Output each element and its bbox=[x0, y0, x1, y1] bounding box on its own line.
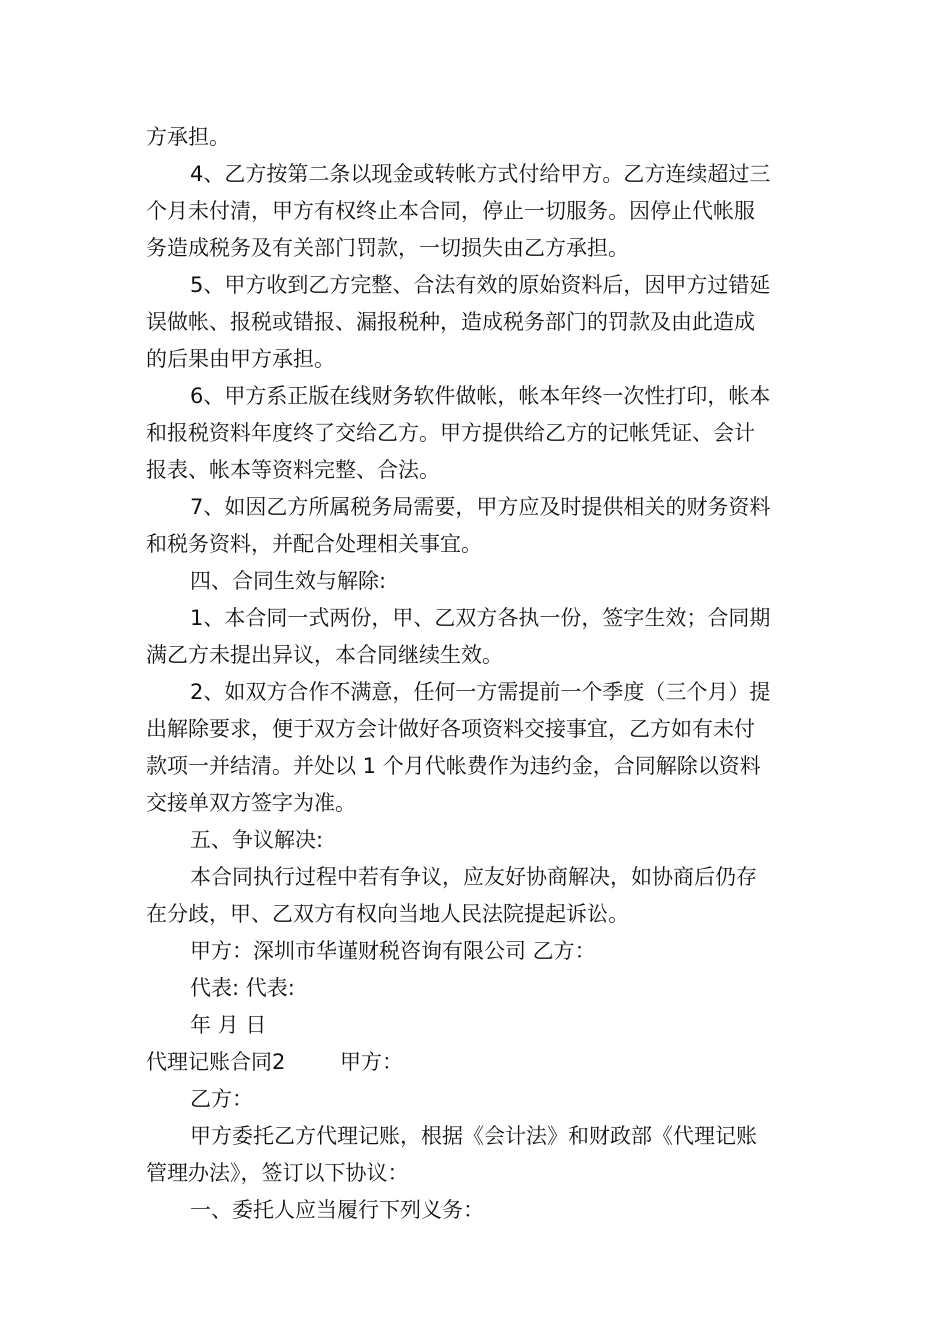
contract-2-party-b: 乙方： bbox=[190, 1087, 253, 1111]
text-line: 1、本合同一式两份，甲、乙双方各执一份，签字生效；合同期 bbox=[190, 606, 771, 630]
text-line: 满乙方未提出异议，本合同继续生效。 bbox=[146, 643, 503, 667]
text-line: 个月未付清，甲方有权终止本合同，停止一切服务。因停止代帐服 bbox=[146, 199, 755, 223]
text-line: 管理办法》，签订以下协议： bbox=[146, 1161, 409, 1185]
text-line: 7、如因乙方所属税务局需要，甲方应及时提供相关的财务资料 bbox=[190, 495, 771, 519]
text-line: 和税务资料，并配合处理相关事宜。 bbox=[146, 532, 482, 556]
text-line: 误做帐、报税或错报、漏报税种，造成税务部门的罚款及由此造成 bbox=[146, 310, 755, 334]
contract-2-title: 代理记账合同2 bbox=[146, 1050, 286, 1074]
text-line: 的后果由甲方承担。 bbox=[146, 347, 335, 371]
text-line: 4、乙方按第二条以现金或转帐方式付给甲方。乙方连续超过三 bbox=[190, 162, 771, 186]
section-heading: 一、委托人应当履行下列义务： bbox=[190, 1198, 484, 1222]
text-line: 款项一并结清。并处以 1 个月代帐费作为违约金，合同解除以资料 bbox=[146, 754, 761, 778]
text-line: 出解除要求，便于双方会计做好各项资料交接事宜，乙方如有未付 bbox=[146, 717, 755, 741]
contract-2-party-a: 甲方： bbox=[340, 1050, 403, 1074]
section-heading: 四、合同生效与解除: bbox=[190, 569, 387, 593]
text-line: 和报税资料年度终了交给乙方。甲方提供给乙方的记帐凭证、会计 bbox=[146, 421, 755, 445]
text-line: 务造成税务及有关部门罚款，一切损失由乙方承担。 bbox=[146, 236, 629, 260]
text-line: 2、如双方合作不满意，任何一方需提前一个季度（三个月）提 bbox=[190, 680, 771, 704]
text-line: 在分歧，甲、乙双方有权向当地人民法院提起诉讼。 bbox=[146, 902, 629, 926]
signature-parties: 甲方：深圳市华谨财税咨询有限公司 乙方： bbox=[190, 939, 596, 963]
text-line: 甲方委托乙方代理记账，根据《会计法》和财政部《代理记账 bbox=[190, 1124, 757, 1148]
section-heading: 五、争议解决: bbox=[190, 828, 324, 852]
signature-representatives: 代表: 代表: bbox=[190, 976, 295, 1000]
text-line: 交接单双方签字为准。 bbox=[146, 791, 356, 815]
text-line: 6、甲方系正版在线财务软件做帐，帐本年终一次性打印，帐本 bbox=[190, 384, 771, 408]
text-line: 报表、帐本等资料完整、合法。 bbox=[146, 458, 440, 482]
text-line: 方承担。 bbox=[146, 125, 230, 149]
signature-date: 年 月 日 bbox=[190, 1013, 267, 1037]
text-line: 5、甲方收到乙方完整、合法有效的原始资料后，因甲方过错延 bbox=[190, 273, 771, 297]
text-line: 本合同执行过程中若有争议，应友好协商解决，如协商后仍存 bbox=[190, 865, 757, 889]
